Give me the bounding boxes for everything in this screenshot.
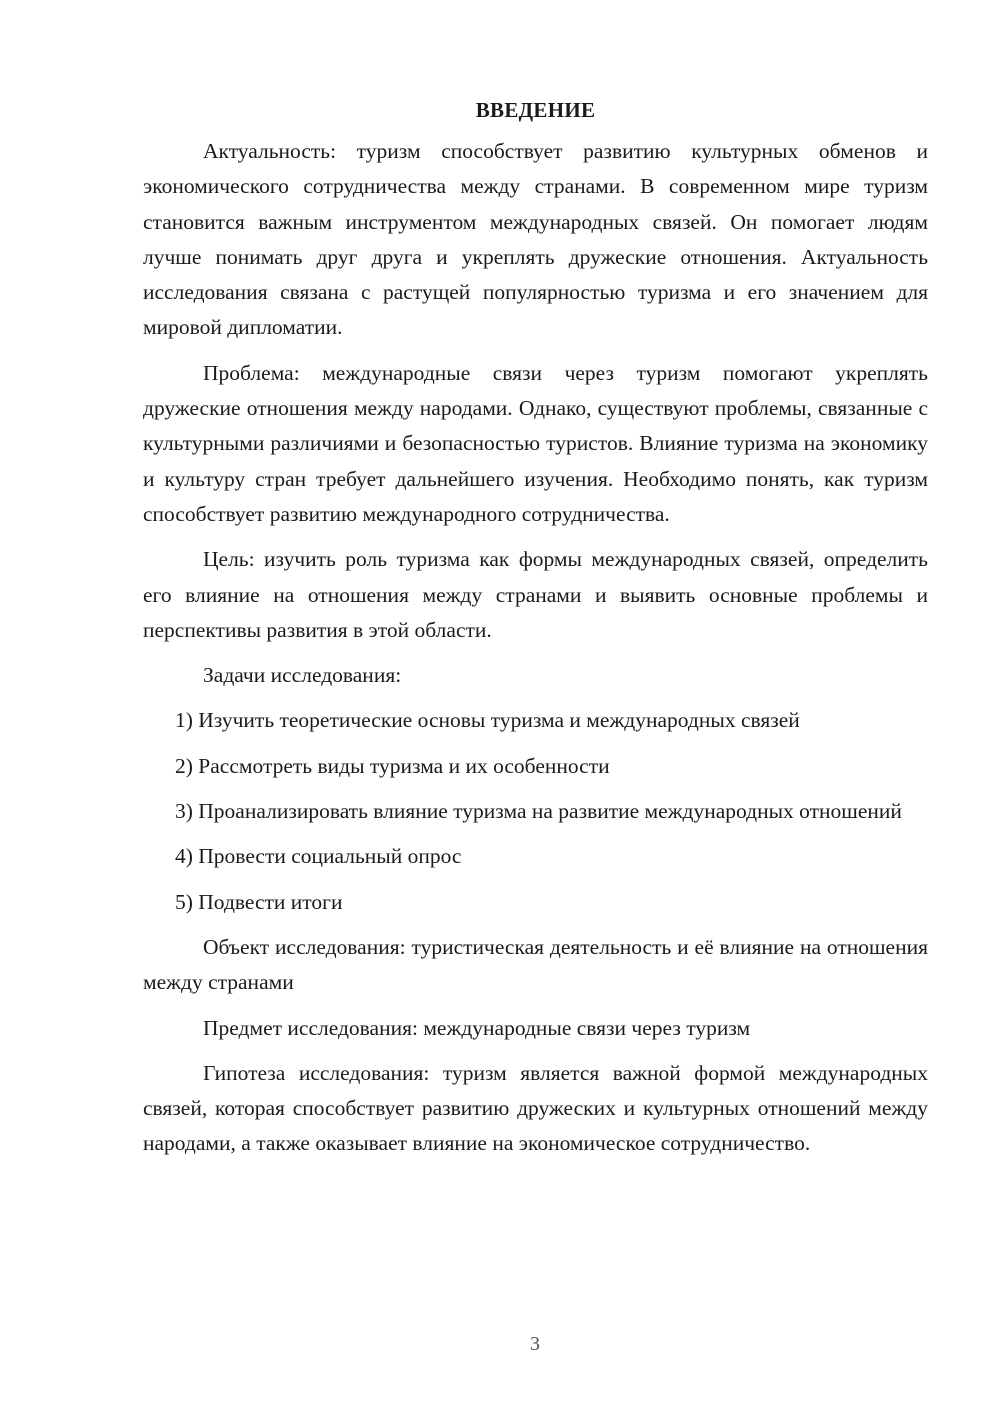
task-item-1: 1) Изучить теоретические основы туризма и международных связей [175,708,800,733]
task-item-2: 2) Рассмотреть виды туризма и их особенности [175,753,610,778]
paragraph-relevance: Актуальность: туризм способствует развитию культурных обменов и экономического сотрудничества между странами. В современном мире туризм становится важным инструментом международных связей. Он помогает людям лучше понимать друг друга и укреплять дружеские отношения. Актуальность исследования связана с растущей популярностью туризма и его значением для мировой дипломатии. [143,139,928,340]
paragraph-object: Объект исследования: туристическая деятельность и её влияние на отношения между странами [143,934,928,995]
task-item-3: 3) Проанализировать влияние туризма на развитие международных отношений [175,799,902,824]
task-item-5: 5) Подвести итоги [175,889,343,914]
paragraph-tasks-heading: Задачи исследования: [203,663,402,688]
section-heading: ВВЕДЕНИЕ [475,98,596,122]
page-number: 3 [530,1333,540,1355]
document-page [143,93,928,1172]
paragraph-hypothesis: Гипотеза исследования: туризм является важной формой международных связей, которая способствует развитию дружеских и культурных отношений между народами, а также оказывает влияние на экономическое сотрудничество. [143,1060,928,1156]
paragraph-problem: Проблема: международные связи через туризм помогают укреплять дружеские отношения между народами. Однако, существуют проблемы, связанные с культурными различиями и безопасностью туристов. Влияние туризма на экономику и культуру стран требует дальнейшего изучения. Необходимо понять, как туризм способствует развитию международного сотрудничества. [143,360,928,526]
paragraph-goal: Цель: изучить роль туризма как формы международных связей, определить его влияние на отношения между странами и выявить основные проблемы и перспективы развития в этой области. [143,547,928,642]
task-item-4: 4) Провести социальный опрос [175,844,462,869]
paragraph-subject: Предмет исследования: международные связи через туризм [203,1015,751,1040]
